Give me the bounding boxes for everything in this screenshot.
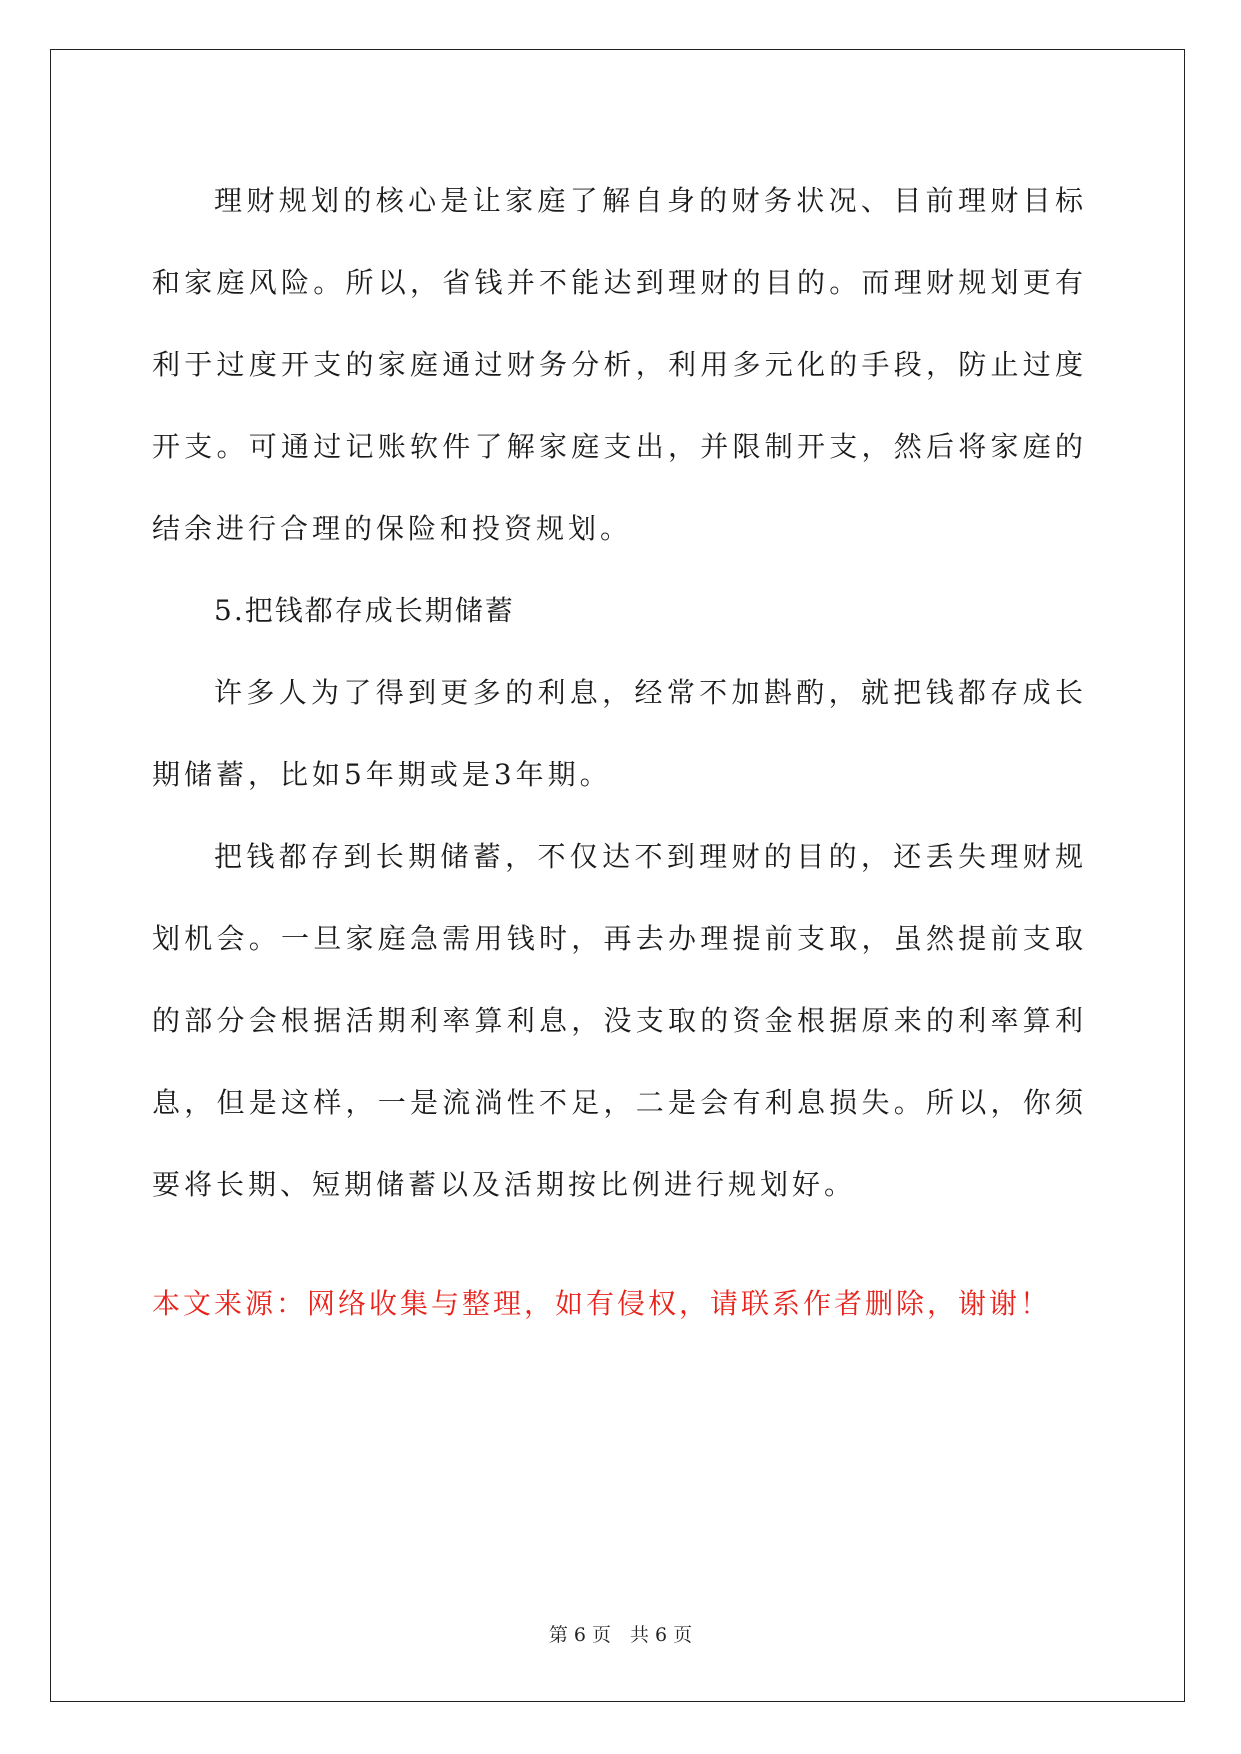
- document-body: [152, 160, 1087, 1226]
- page-number-footer: 第 6 页 共 6 页: [548, 1624, 693, 1646]
- source-disclaimer: 本文来源：网络收集与整理，如有侵权，请联系作者删除，谢谢！: [152, 1287, 1052, 1320]
- section-heading-long-term-savings: 5.把钱都存成长期储蓄: [214, 594, 515, 627]
- paragraph-financial-planning-core: 理财规划的核心是让家庭了解自身的财务状况、目前理财目标和家庭风险。所以，省钱并不能达到理财的目的。而理财规划更有利于过度开支的家庭通过财务分析，利用多元化的手段，防止过度开支。可通过记账软件了解家庭支出，并限制开支，然后将家庭的结余进行合理的保险和投资规划。: [152, 184, 1087, 545]
- paragraph-long-term-risks: 把钱都存到长期储蓄，不仅达不到理财的目的，还丢失理财规划机会。一旦家庭急需用钱时，再去办理提前支取，虽然提前支取的部分会根据活期利率算利息，没支取的资金根据原来的利率算利息，但是这样，一是流淌性不足，二是会有利息损失。所以，你须要将长期、短期储蓄以及活期按比例进行规划好。: [152, 840, 1087, 1201]
- paragraph-interest-seeking: 许多人为了得到更多的利息，经常不加斟酌，就把钱都存成长期储蓄，比如5年期或是3年期。: [152, 676, 1087, 791]
